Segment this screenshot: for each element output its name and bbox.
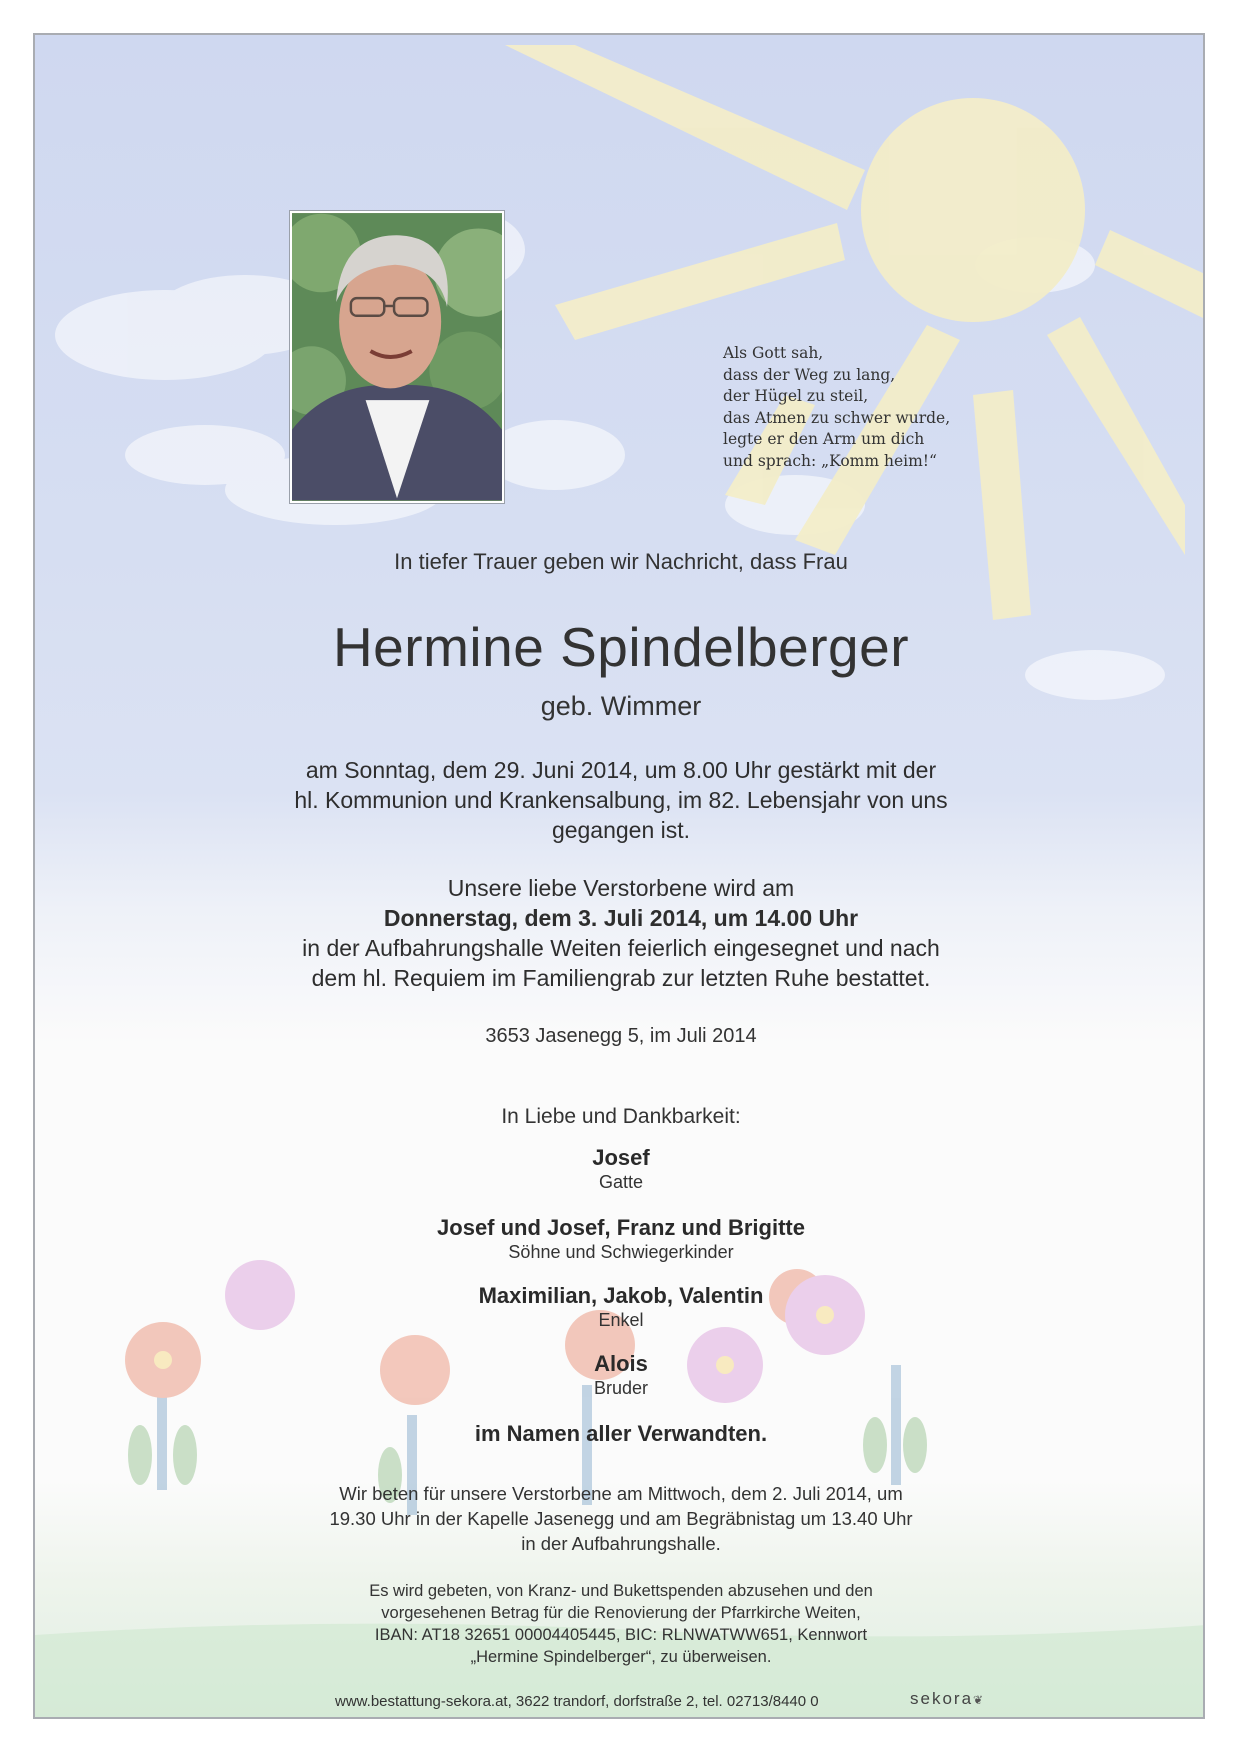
prayer-line: 19.30 Uhr in der Kapelle Jasenegg und am Begräbnistag um 13.40 Uhr: [329, 1508, 913, 1529]
mourner-role: Bruder: [593, 1378, 649, 1398]
donation-line: „Hermine Spindelberger“, zu überweisen.: [470, 1648, 772, 1666]
poem-line: und sprach: „Komm heim!“: [723, 451, 937, 470]
mourner-name: Josef: [592, 1145, 650, 1170]
funeral-date: Donnerstag, dem 3. Juli 2014, um 14.00 Uhr: [383, 905, 859, 931]
sekora-logo: [910, 1689, 985, 1709]
death-notice: [35, 755, 1205, 845]
portrait-photo: [290, 211, 504, 503]
funeral-line: dem hl. Requiem im Familiengrab zur letzten Ruhe bestattet.: [311, 965, 931, 991]
leaf-icon: ❦: [973, 1693, 986, 1707]
intro-text: In tiefer Trauer geben wir Nachricht, dass Frau: [394, 549, 848, 574]
poem-line: Als Gott sah,: [723, 344, 824, 362]
donation-line: IBAN: AT18 32651 00004405445, BIC: RLNWATWW651, Kennwort: [374, 1626, 868, 1644]
poem-line: legte er den Arm um dich: [723, 430, 925, 448]
mourner-entry: [35, 1145, 1205, 1193]
prayer-notice: [35, 1481, 1205, 1556]
all-relatives: im Namen aller Verwandten.: [474, 1421, 768, 1446]
mourner-name: Alois: [594, 1351, 648, 1376]
prayer-line: in der Aufbahrungshalle.: [521, 1533, 721, 1554]
poem-line: der Hügel zu steil,: [723, 387, 869, 405]
mourner-name: Josef und Josef, Franz und Brigitte: [437, 1215, 805, 1240]
death-line: am Sonntag, dem 29. Juni 2014, um 8.00 Uhr gestärkt mit der: [305, 757, 937, 783]
logo-text: sekora: [910, 1689, 974, 1708]
maiden-name: geb. Wimmer: [540, 691, 702, 721]
death-line: gegangen ist.: [551, 817, 691, 843]
mourner-entry: [35, 1283, 1205, 1331]
mourner-name: Maximilian, Jakob, Valentin: [478, 1283, 764, 1308]
poem: [723, 343, 1023, 472]
sun: [505, 45, 1205, 620]
mourner-role: Enkel: [598, 1310, 644, 1330]
donation-line: Es wird gebeten, von Kranz- und Bukettspenden abzusehen und den: [369, 1582, 873, 1600]
notice-frame: [33, 33, 1205, 1719]
mourner-role: Gatte: [598, 1172, 644, 1192]
mourner-role: Söhne und Schwiegerkinder: [508, 1242, 734, 1262]
portrait-image: [292, 213, 502, 501]
funeral-line: in der Aufbahrungshalle Weiten feierlich eingesegnet und nach: [302, 935, 940, 961]
donation-notice: [35, 1580, 1205, 1668]
funeral-notice: [35, 873, 1205, 993]
death-line: hl. Kommunion und Krankensalbung, im 82. Lebensjahr von uns: [294, 787, 948, 813]
deceased-name: Hermine Spindelberger: [332, 616, 910, 678]
poem-line: dass der Weg zu lang,: [723, 365, 896, 384]
thanks-heading: In Liebe und Dankbarkeit:: [501, 1105, 741, 1128]
donation-line: vorgesehenen Betrag für die Renovierung der Pfarrkirche Weiten,: [381, 1604, 861, 1622]
poem-line: das Atmen zu schwer wurde,: [723, 408, 951, 427]
mourner-entry: [35, 1351, 1205, 1399]
mourner-entry: [35, 1215, 1205, 1263]
prayer-line: Wir beten für unsere Verstorbene am Mittwoch, dem 2. Juli 2014, um: [339, 1483, 903, 1504]
funeral-line: Unsere liebe Verstorbene wird am: [447, 875, 795, 901]
footer-contact: www.bestattung-sekora.at, 3622 trandorf, dorfstraße 2, tel. 02713/8440 0: [335, 1693, 819, 1710]
place-date: 3653 Jasenegg 5, im Juli 2014: [485, 1025, 757, 1047]
